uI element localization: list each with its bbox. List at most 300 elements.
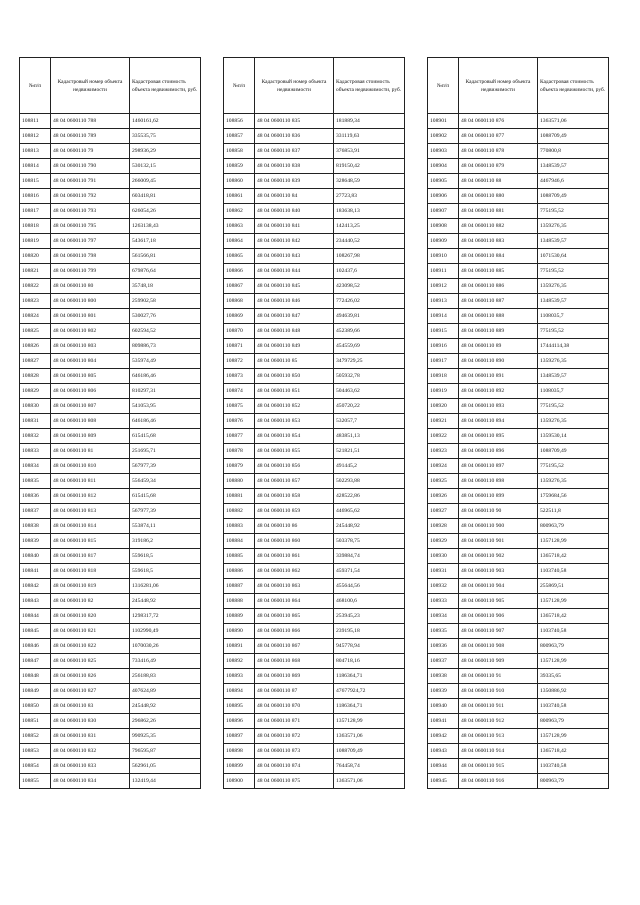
cadastral-value: 494639,81 [334,309,405,324]
table-row [20,339,201,354]
cadastral-value: 775195,52 [538,204,609,219]
table-row [428,609,609,624]
table-row [224,204,405,219]
row-number: 108923 [428,444,459,459]
cadastral-value: 530132,15 [130,159,201,174]
table-row [224,504,405,519]
table-row [20,279,201,294]
row-number: 108815 [20,174,51,189]
row-number: 108875 [224,399,255,414]
table-row [428,579,609,594]
cadastral-value: 1108035,7 [538,384,609,399]
cadastral-number: 48 04 0600110 91 [459,669,538,684]
table-row [428,519,609,534]
cadastral-value: 459371,54 [334,564,405,579]
row-number: 108880 [224,474,255,489]
cadastral-value: 530027,76 [130,309,201,324]
cadastral-value: 522511,8 [538,504,609,519]
cadastral-value: 1365718,42 [538,609,609,624]
cadastral-value: 331119,63 [334,129,405,144]
table-row [224,309,405,324]
table-row [428,774,609,789]
cadastral-value: 1359276,35 [538,279,609,294]
cadastral-number: 48 04 0600110 842 [255,234,334,249]
row-number: 108938 [428,669,459,684]
cadastral-number: 48 04 0600110 803 [51,339,130,354]
row-number: 108922 [428,429,459,444]
row-number: 108864 [224,234,255,249]
table-row [224,414,405,429]
table-row [224,264,405,279]
cadastral-value: 1363571,06 [334,729,405,744]
row-number: 108895 [224,699,255,714]
cadastral-value: 810297,31 [130,384,201,399]
row-number: 108870 [224,324,255,339]
cadastral-number: 48 04 0600110 827 [51,684,130,699]
cadastral-value: 1088709,49 [538,189,609,204]
table-row [20,759,201,774]
cadastral-number: 48 04 0600110 885 [459,264,538,279]
cadastral-number: 48 04 0600110 851 [255,384,334,399]
row-number: 108941 [428,714,459,729]
table-row [428,189,609,204]
table-row [224,744,405,759]
header-number: №п/п [20,58,51,114]
cadastral-number: 48 04 0600110 872 [255,729,334,744]
header-cadastral-value: Кадастровая стоимость объекта недвижимости, руб. [334,58,405,114]
cadastral-value: 1088709,49 [334,744,405,759]
cadastral-number: 48 04 0600110 844 [255,264,334,279]
row-number: 108887 [224,579,255,594]
table-row [20,114,201,129]
row-number: 108842 [20,579,51,594]
cadastral-number: 48 04 0600110 793 [51,204,130,219]
row-number: 108891 [224,639,255,654]
cadastral-value: 298936,29 [130,144,201,159]
table-row [224,699,405,714]
cadastral-value: 255869,51 [538,579,609,594]
table-row [20,579,201,594]
row-number: 108885 [224,549,255,564]
cadastral-value: 1088709,49 [538,129,609,144]
table-row [428,249,609,264]
cadastral-value: 561566,81 [130,249,201,264]
cadastral-value: 1357128,99 [538,534,609,549]
cadastral-number: 48 04 0600110 81 [51,444,130,459]
cadastral-number: 48 04 0600110 859 [255,504,334,519]
cadastral-value: 452389,66 [334,324,405,339]
cadastral-value: 428522,86 [334,489,405,504]
cadastral-value: 1357128,99 [538,654,609,669]
cadastral-number: 48 04 0600110 846 [255,294,334,309]
table-row [20,399,201,414]
header-cadastral-number: Кадастровый номер объекта недвижимости [51,58,130,114]
table-row [428,204,609,219]
cadastral-value: 532057,7 [334,414,405,429]
table-row [428,564,609,579]
cadastral-value: 1263138,43 [130,219,201,234]
row-number: 108857 [224,129,255,144]
cadastral-number: 48 04 0600110 910 [459,684,538,699]
cadastral-number: 48 04 0600110 915 [459,759,538,774]
row-number: 108937 [428,654,459,669]
table-row [224,624,405,639]
row-number: 108912 [428,279,459,294]
table-row [224,189,405,204]
cadastral-number: 48 04 0600110 833 [51,759,130,774]
cadastral-value: 1316281,06 [130,579,201,594]
row-number: 108824 [20,309,51,324]
row-number: 108883 [224,519,255,534]
cadastral-number: 48 04 0600110 798 [51,249,130,264]
table-row [428,729,609,744]
cadastral-number: 48 04 0600110 791 [51,174,130,189]
cadastral-number: 48 04 0600110 838 [255,159,334,174]
row-number: 108835 [20,474,51,489]
row-number: 108913 [428,294,459,309]
row-number: 108825 [20,324,51,339]
row-number: 108829 [20,384,51,399]
table-row [428,624,609,639]
row-number: 108840 [20,549,51,564]
row-number: 108827 [20,354,51,369]
cadastral-value: 535974,49 [130,354,201,369]
cadastral-number: 48 04 0600110 878 [459,144,538,159]
row-number: 108942 [428,729,459,744]
cadastral-table-2 [223,57,405,789]
cadastral-value: 679876,64 [130,264,201,279]
row-number: 108833 [20,444,51,459]
row-number: 108943 [428,744,459,759]
cadastral-number: 48 04 0600110 843 [255,249,334,264]
cadastral-number: 48 04 0600110 862 [255,564,334,579]
cadastral-number: 48 04 0600110 912 [459,714,538,729]
row-number: 108871 [224,339,255,354]
cadastral-value: 541053,95 [130,399,201,414]
cadastral-number: 48 04 0600110 901 [459,534,538,549]
cadastral-number: 48 04 0600110 83 [51,699,130,714]
table-row [428,489,609,504]
cadastral-value: 626054,26 [130,204,201,219]
row-number: 108919 [428,384,459,399]
cadastral-value: 335535,75 [130,129,201,144]
table-row [224,714,405,729]
cadastral-number: 48 04 0600110 877 [459,129,538,144]
row-number: 108830 [20,399,51,414]
table-row [428,759,609,774]
row-number: 108881 [224,489,255,504]
cadastral-value: 567977,39 [130,459,201,474]
table-row [20,534,201,549]
row-number: 108853 [20,744,51,759]
row-number: 108850 [20,699,51,714]
table-row [20,624,201,639]
row-number: 108916 [428,339,459,354]
cadastral-value: 990925,35 [130,729,201,744]
row-number: 108906 [428,189,459,204]
cadastral-value: 1359276,35 [538,219,609,234]
cadastral-value: 502293,88 [334,474,405,489]
cadastral-value: 328648,59 [334,174,405,189]
table-row [428,429,609,444]
table-row [20,264,201,279]
cadastral-value: 27723,83 [334,189,405,204]
cadastral-value: 809886,73 [130,339,201,354]
table-row [224,519,405,534]
row-number: 108933 [428,594,459,609]
cadastral-value: 17444114,38 [538,339,609,354]
cadastral-value: 567977,39 [130,504,201,519]
cadastral-number: 48 04 0600110 831 [51,729,130,744]
row-number: 108822 [20,279,51,294]
table-row [428,699,609,714]
cadastral-value: 1103740,58 [538,564,609,579]
cadastral-value: 181889,34 [334,114,405,129]
cadastral-number: 48 04 0600110 807 [51,399,130,414]
cadastral-value: 256188,83 [130,669,201,684]
row-number: 108814 [20,159,51,174]
cadastral-number: 48 04 0600110 87 [255,684,334,699]
cadastral-number: 48 04 0600110 902 [459,549,538,564]
cadastral-value: 1759684,56 [538,489,609,504]
table-row [20,144,201,159]
cadastral-number: 48 04 0600110 861 [255,549,334,564]
cadastral-value: 945778,94 [334,639,405,654]
cadastral-value: 1365718,42 [538,549,609,564]
row-number: 108812 [20,129,51,144]
table-row [224,339,405,354]
table-row [20,459,201,474]
cadastral-number: 48 04 0600110 863 [255,579,334,594]
cadastral-number: 48 04 0600110 835 [255,114,334,129]
cadastral-number: 48 04 0600110 894 [459,414,538,429]
table-row [20,504,201,519]
cadastral-number: 48 04 0600110 818 [51,564,130,579]
table-row [224,594,405,609]
header-cadastral-value: Кадастровая стоимость объекта недвижимости, руб. [538,58,609,114]
row-number: 108898 [224,744,255,759]
table-row [428,594,609,609]
cadastral-value: 251695,71 [130,444,201,459]
cadastral-value: 1357128,99 [538,594,609,609]
table-row [224,444,405,459]
row-number: 108860 [224,174,255,189]
row-number: 108886 [224,564,255,579]
table-row [20,159,201,174]
row-number: 108930 [428,549,459,564]
cadastral-value: 1103740,58 [538,759,609,774]
table-row [428,279,609,294]
table-row [20,774,201,789]
row-number: 108878 [224,444,255,459]
row-number: 108828 [20,369,51,384]
cadastral-value: 503378,75 [334,534,405,549]
row-number: 108839 [20,534,51,549]
table-row [224,579,405,594]
cadastral-number: 48 04 0600110 897 [459,459,538,474]
cadastral-table-1 [19,57,201,789]
cadastral-value: 800963,79 [538,639,609,654]
cadastral-value: 505932,78 [334,369,405,384]
cadastral-number: 48 04 0600110 855 [255,444,334,459]
row-number: 108894 [224,684,255,699]
cadastral-number: 48 04 0600110 858 [255,489,334,504]
row-number: 108866 [224,264,255,279]
cadastral-value: 1102990,49 [130,624,201,639]
cadastral-number: 48 04 0600110 895 [459,429,538,444]
cadastral-number: 48 04 0600110 903 [459,564,538,579]
cadastral-number: 48 04 0600110 879 [459,159,538,174]
table-row [428,354,609,369]
cadastral-value: 1348539,57 [538,294,609,309]
cadastral-number: 48 04 0600110 883 [459,234,538,249]
cadastral-number: 48 04 0600110 916 [459,774,538,789]
cadastral-number: 48 04 0600110 845 [255,279,334,294]
cadastral-value: 102437,6 [334,264,405,279]
table-row [428,144,609,159]
cadastral-value: 1348539,57 [538,369,609,384]
header-cadastral-number: Кадастровый номер объекта недвижимости [255,58,334,114]
table-row [20,309,201,324]
cadastral-number: 48 04 0600110 893 [459,399,538,414]
cadastral-value: 559618,5 [130,549,201,564]
cadastral-number: 48 04 0600110 834 [51,774,130,789]
row-number: 108932 [428,579,459,594]
table-row [428,174,609,189]
cadastral-number: 48 04 0600110 890 [459,354,538,369]
table-row [224,564,405,579]
row-number: 108921 [428,414,459,429]
row-number: 108841 [20,564,51,579]
row-number: 108826 [20,339,51,354]
row-number: 108832 [20,429,51,444]
row-number: 108872 [224,354,255,369]
cadastral-value: 3479729,25 [334,354,405,369]
cadastral-value: 239195,18 [334,624,405,639]
table-row [428,534,609,549]
table-header [224,58,405,114]
row-number: 108928 [428,519,459,534]
cadastral-number: 48 04 0600110 891 [459,369,538,384]
cadastral-value: 183638,13 [334,204,405,219]
row-number: 108831 [20,414,51,429]
table-row [224,729,405,744]
cadastral-value: 1350886,92 [538,684,609,699]
row-number: 108837 [20,504,51,519]
cadastral-value: 603418,81 [130,189,201,204]
cadastral-number: 48 04 0600110 860 [255,534,334,549]
row-number: 108847 [20,654,51,669]
cadastral-value: 1071530,64 [538,249,609,264]
cadastral-value: 646186,46 [130,369,201,384]
cadastral-number: 48 04 0600110 868 [255,654,334,669]
table-row [428,714,609,729]
table-row [20,249,201,264]
table-row [20,654,201,669]
cadastral-value: 259902,58 [130,294,201,309]
table-header [428,58,609,114]
cadastral-number: 48 04 0600110 898 [459,474,538,489]
cadastral-number: 48 04 0600110 840 [255,204,334,219]
cadastral-value: 556459,34 [130,474,201,489]
cadastral-number: 48 04 0600110 837 [255,144,334,159]
cadastral-number: 48 04 0600110 822 [51,639,130,654]
row-number: 108908 [428,219,459,234]
table-row [20,489,201,504]
cadastral-value: 1103740,58 [538,699,609,714]
cadastral-value: 775195,52 [538,324,609,339]
cadastral-number: 48 04 0600110 85 [255,354,334,369]
row-number: 108813 [20,144,51,159]
row-number: 108846 [20,639,51,654]
cadastral-number: 48 04 0600110 849 [255,339,334,354]
cadastral-value: 562961,05 [130,759,201,774]
cadastral-number: 48 04 0600110 799 [51,264,130,279]
cadastral-value: 1348539,57 [538,159,609,174]
table-row [20,429,201,444]
cadastral-number: 48 04 0600110 864 [255,594,334,609]
row-number: 108820 [20,249,51,264]
table-row [20,354,201,369]
table-row [20,684,201,699]
row-number: 108843 [20,594,51,609]
cadastral-number: 48 04 0600110 792 [51,189,130,204]
row-number: 108818 [20,219,51,234]
row-number: 108914 [428,309,459,324]
cadastral-value: 800963,79 [538,774,609,789]
table-row [20,549,201,564]
cadastral-number: 48 04 0600110 809 [51,429,130,444]
row-number: 108873 [224,369,255,384]
cadastral-value: 1103740,58 [538,624,609,639]
cadastral-number: 48 04 0600110 896 [459,444,538,459]
table-row [428,549,609,564]
cadastral-number: 48 04 0600110 79 [51,144,130,159]
table-row [224,774,405,789]
cadastral-number: 48 04 0600110 856 [255,459,334,474]
table-row [224,609,405,624]
table-row [428,654,609,669]
cadastral-value: 1357128,99 [538,729,609,744]
table-row [20,204,201,219]
cadastral-value: 253945,23 [334,609,405,624]
cadastral-value: 1359276,35 [538,474,609,489]
table-row [428,324,609,339]
header-cadastral-number: Кадастровый номер объекта недвижимости [459,58,538,114]
row-number: 108925 [428,474,459,489]
cadastral-number: 48 04 0600110 850 [255,369,334,384]
cadastral-number: 48 04 0600110 875 [255,774,334,789]
cadastral-number: 48 04 0600110 899 [459,489,538,504]
table-row [224,129,405,144]
row-number: 108929 [428,534,459,549]
cadastral-value: 1108035,7 [538,309,609,324]
cadastral-value: 543617,18 [130,234,201,249]
row-number: 108854 [20,759,51,774]
cadastral-number: 48 04 0600110 821 [51,624,130,639]
cadastral-value: 1363571,06 [334,774,405,789]
cadastral-number: 48 04 0600110 853 [255,414,334,429]
cadastral-number: 48 04 0600110 881 [459,204,538,219]
cadastral-value: 1460161,62 [130,114,201,129]
table-row [428,264,609,279]
cadastral-number: 48 04 0600110 82 [51,594,130,609]
row-number: 108879 [224,459,255,474]
row-number: 108901 [428,114,459,129]
cadastral-value: 819150,42 [334,159,405,174]
table-row [224,234,405,249]
cadastral-number: 48 04 0600110 904 [459,579,538,594]
